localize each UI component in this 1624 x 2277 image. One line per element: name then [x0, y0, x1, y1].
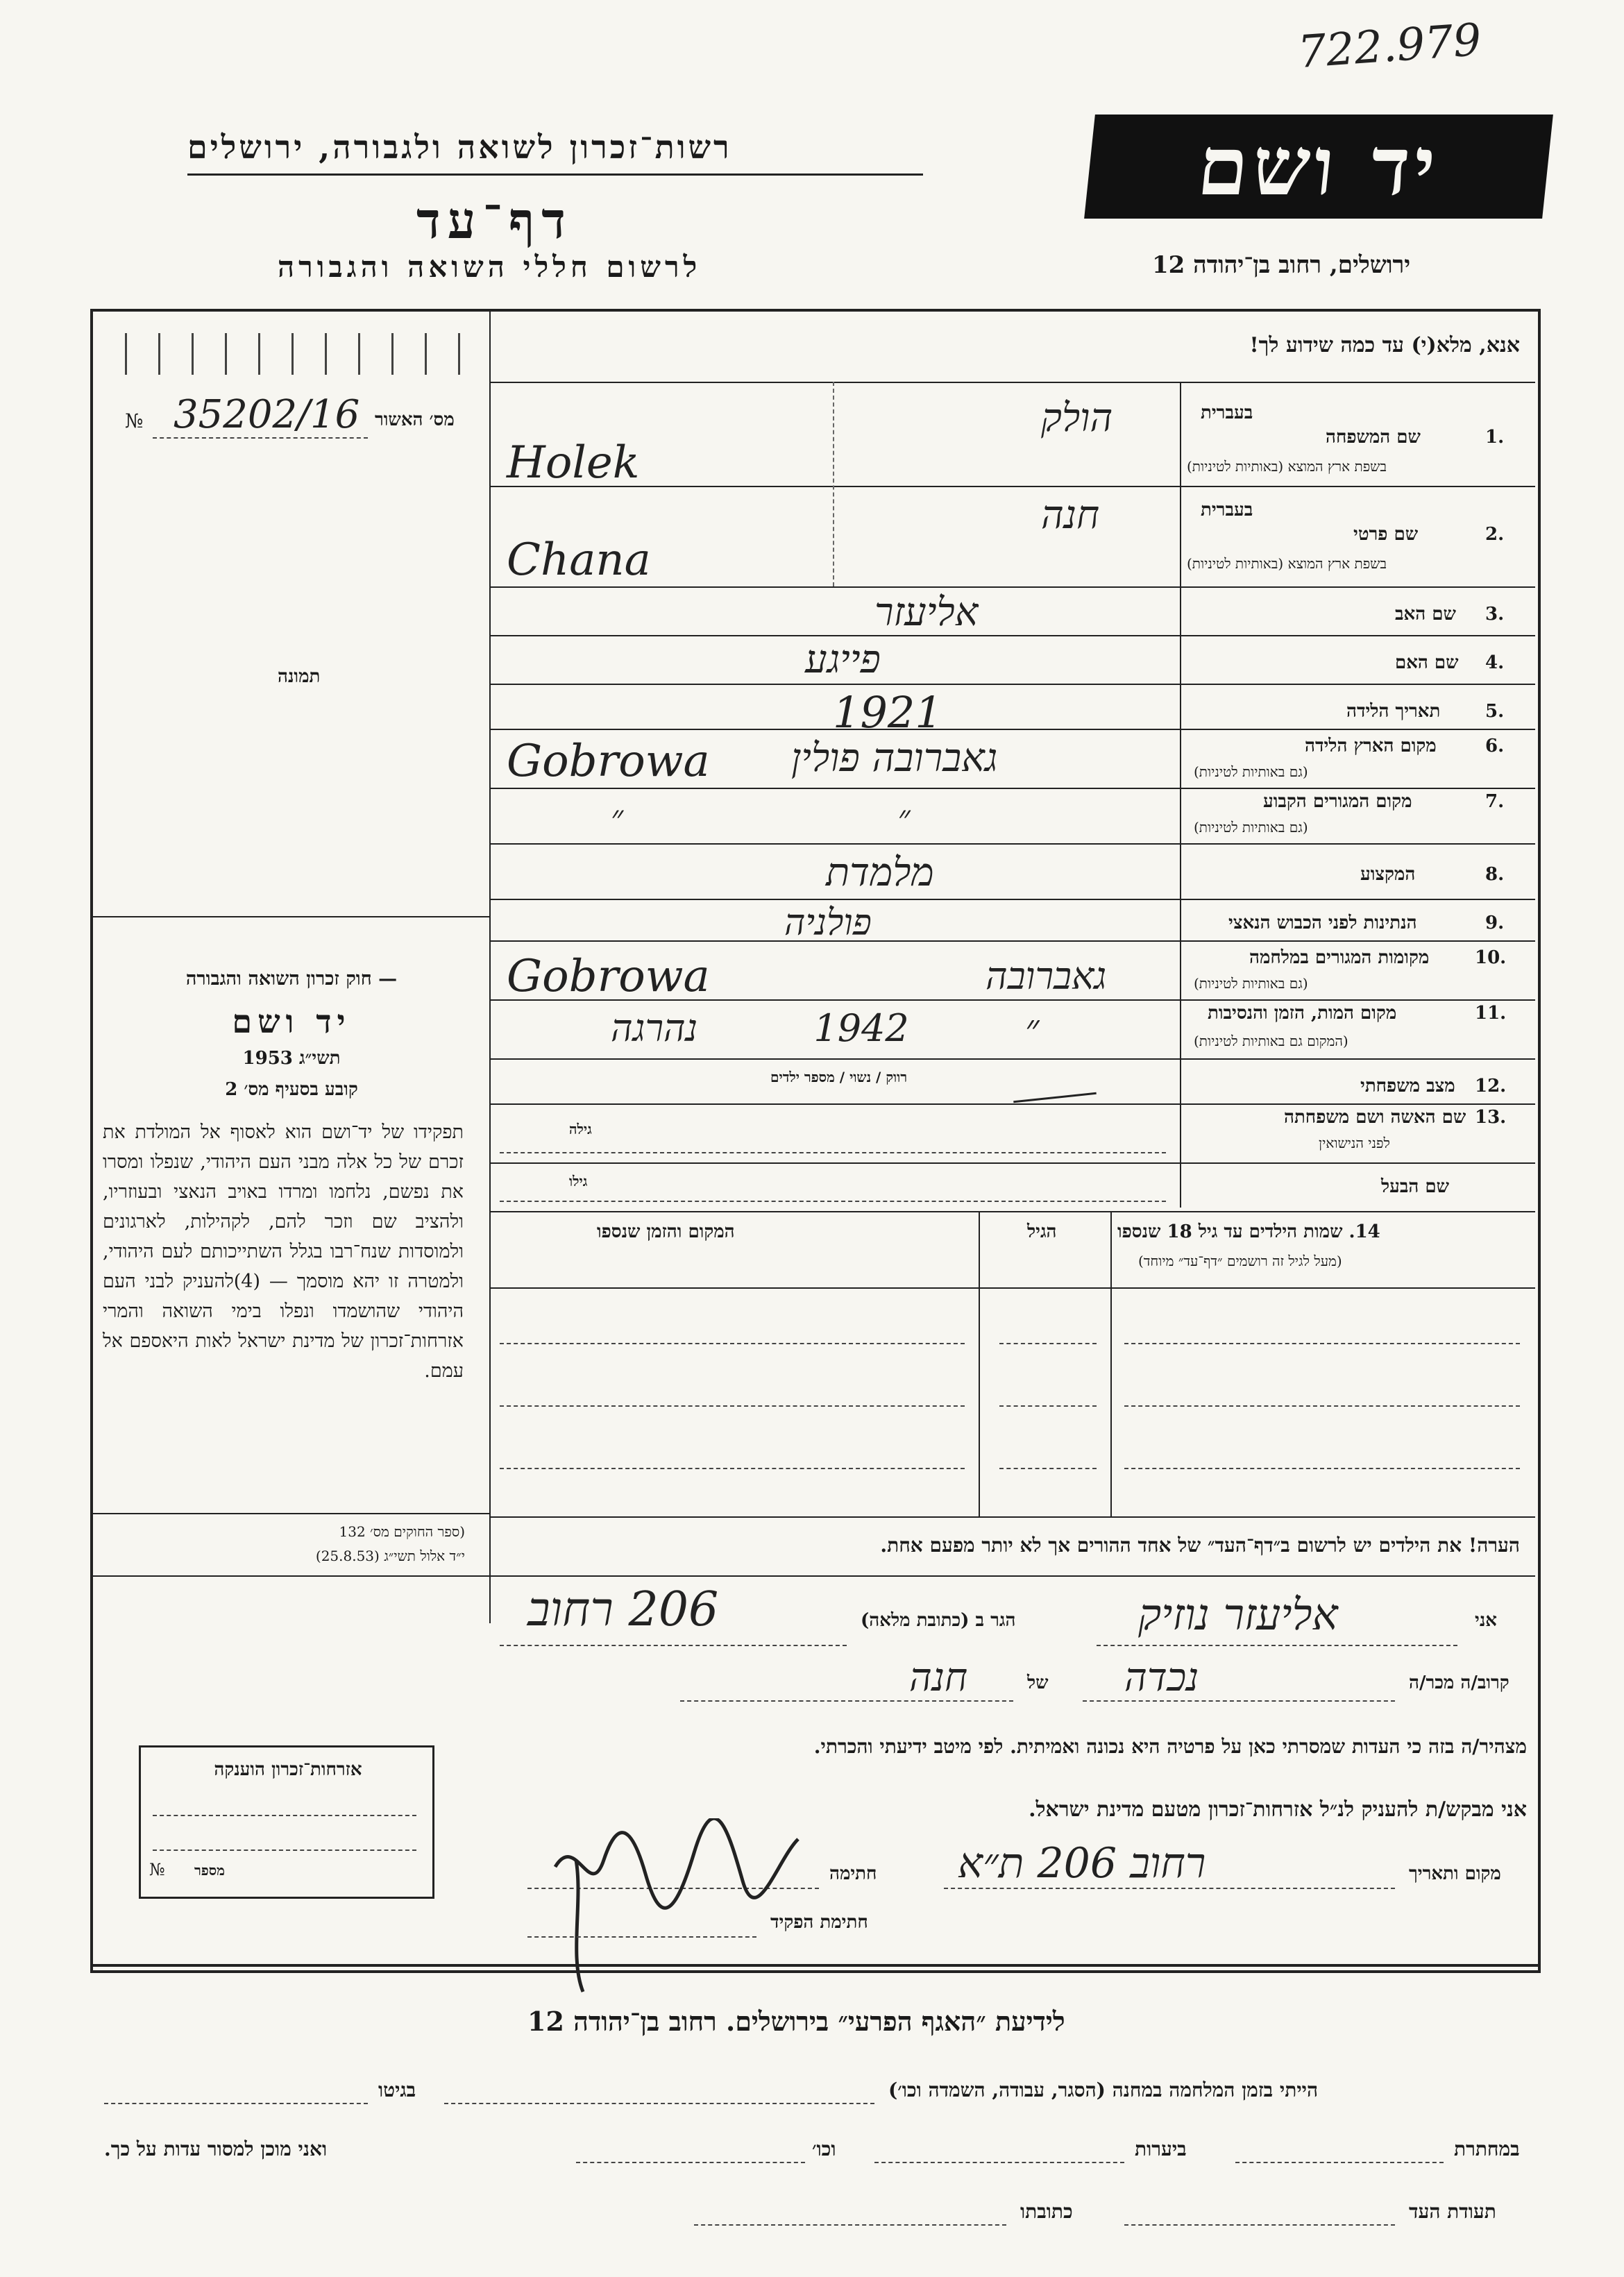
- witness-signature: [534, 1818, 812, 2001]
- witness-declaration: מצהיר/ה בזה כי העדות שמסרתי כאן על פרטיה היא נכונה ואמיתית. לפי מיטב ידיעתי והכרתי.: [813, 1735, 1527, 1758]
- field-1-hebrew-value: הולק: [1041, 396, 1113, 441]
- official-signature-label: חתימת הפקיד: [770, 1912, 868, 1933]
- bottom-line1a: הייתי בזמן המלחמה במחנה (הסגר, עבודה, השמדה וכו׳): [888, 2079, 1319, 2101]
- place-date-label: מקום ותאריך: [1409, 1863, 1501, 1884]
- field-8-label: המקצוע: [1360, 864, 1416, 885]
- bottom-line2d: ואני מוכן למסור עדות על כך.: [104, 2138, 328, 2160]
- field-3-value: אליעזר: [874, 590, 979, 635]
- field-13-value: גילה: [569, 1121, 592, 1137]
- remark-text: הערה! את הילדים יש לרשום ב״דף־העד״ של אחד ההורים אך לא יותר מפעם אחת.: [880, 1534, 1520, 1557]
- field-5-no: 5.: [1485, 701, 1505, 722]
- bottom-line2b: ביערות: [1135, 2138, 1187, 2160]
- field-2-sub: בעברית: [1201, 500, 1253, 520]
- field-13-label: שם האשה ושם משפחתה: [1284, 1107, 1466, 1128]
- field-4-label: שם האם: [1395, 652, 1459, 673]
- field-9-label: הנתינות לפני הכבוש הנאצי: [1228, 913, 1417, 933]
- citizenship-title: אזרחות־זכרון הוענקה: [214, 1759, 362, 1780]
- field-12-label: מצב משפחתי: [1360, 1076, 1455, 1097]
- authority-underline: [187, 173, 923, 176]
- field-11-value: ״ 1942 נהרגה: [611, 1006, 1040, 1050]
- law-name: יד ושם: [232, 1003, 351, 1040]
- citizenship-number-label: מספר: [194, 1862, 225, 1879]
- bottom-line2a: במחתרת: [1454, 2138, 1520, 2160]
- address: ירושלים, רחוב בן־יהודה 12: [1152, 251, 1411, 279]
- field-6-latin-value: Gobrowa: [507, 736, 710, 787]
- field-3-no: 3.: [1485, 604, 1505, 625]
- field-7-no: 7.: [1485, 791, 1505, 812]
- witness-i-label: אני: [1475, 1610, 1497, 1631]
- field-7-value: ״ ״: [611, 798, 911, 837]
- approval-no-sign: №: [125, 409, 144, 432]
- field-2-note: בשפת ארץ המוצא (באותיות לטיניות): [1187, 555, 1387, 572]
- form-title: דף־עד: [416, 191, 573, 250]
- witness-request: אני מבקש/ת להעניק לנ״ל אזרחות־זכרון מטעם מדינת ישראל.: [1029, 1797, 1527, 1822]
- field-1-no: 1.: [1485, 427, 1505, 448]
- field-2-latin-value: Chana: [507, 534, 651, 586]
- archive-number: 722.979: [1296, 14, 1483, 79]
- field-9-value: פולניה: [784, 902, 872, 944]
- field-13-no: 13.: [1475, 1107, 1507, 1128]
- field-1-sub: בעברית: [1201, 403, 1253, 423]
- intro-text: אנא, מלא(י) עד כמה שידוע לך!: [1249, 333, 1520, 357]
- field-10-no: 10.: [1475, 947, 1507, 968]
- bottom-line1b: בגיטו: [378, 2079, 416, 2101]
- children-col-place: המקום והזמן שנספו: [597, 1221, 735, 1242]
- witness-name-value: אליעזר נוזיק: [1138, 1589, 1338, 1640]
- witness-of-label: של: [1027, 1673, 1049, 1693]
- field-husband-label: שם הבעל: [1381, 1176, 1450, 1197]
- witness-relation-value: נכדה: [1124, 1655, 1199, 1700]
- field-7-note: (גם באותיות לטיניות): [1194, 819, 1308, 836]
- field-11-note: (המקום גם באותיות לטיניות): [1194, 1033, 1348, 1049]
- field-3-label: שם האב: [1395, 604, 1456, 625]
- field-4-value: פייגע: [805, 637, 881, 682]
- law-year: תשי״ג 1953: [242, 1048, 341, 1069]
- field-10-value: גאברובה: [986, 954, 1107, 998]
- field-2-hebrew-value: חנה: [1041, 493, 1100, 538]
- photo-label: תמונה: [278, 666, 321, 687]
- field-12-options: רווק / נשוי / מספר ילדים: [770, 1069, 908, 1085]
- field-2-label: שם פרטי: [1353, 524, 1419, 545]
- law-clause: קובע בסעיף מס׳ 2: [225, 1079, 358, 1100]
- field-12-no: 12.: [1475, 1076, 1507, 1097]
- signature-label: חתימה: [829, 1863, 877, 1884]
- bottom-line2c: וכו׳: [812, 2138, 836, 2160]
- field-1-note: בשפת ארץ המוצא (באותיות לטיניות): [1187, 458, 1387, 475]
- law-body: תפקידו של יד־ושם הוא לאסוף אל המולדת את זכרם של כל אלה מבני העם היהודי, שנפלו ומסרו את נפשם, נלחמו ומרדו באויב הנאצי ובעוזריו, ולהציב שם וזכר להם, לקהילות, לארגונים ולמוסדות שנח־רבו בגלל השתייכותם לעם היהודי, ולמטרה זו יהא מוסמך — (4)להעניק לבני העם היהודי שהושמדו ונפלו בימי השואה והמרי אזרחות־זכרון של מדינת ישראל לאות היאספם אל עמם.: [103, 1121, 464, 1382]
- field-5-label: תאריך הלידה: [1346, 701, 1441, 722]
- field-1-latin-value: Holek: [507, 437, 640, 489]
- field-11-label: מקום המות, הזמן והנסיבות: [1208, 1003, 1397, 1024]
- place-date-value: רחוב 206 ת״א: [958, 1839, 1206, 1888]
- law-footnote-1: (ספר החוקים מס׳ 132: [339, 1523, 465, 1540]
- authority-title: רשות־זכרון לשואה ולגבורה, ירושלים: [187, 128, 732, 166]
- field-6-note: (גם באותיות לטיניות): [1194, 763, 1308, 780]
- bottom-line3a: תעודת העד: [1409, 2200, 1496, 2223]
- field-8-no: 8.: [1485, 864, 1505, 885]
- field-10-note: (גם באותיות לטיניות): [1194, 975, 1308, 992]
- field-1-label: שם המשפחה: [1326, 427, 1421, 448]
- field-13-note: לפני הנישואין: [1319, 1135, 1390, 1151]
- logo: יד ושם: [1084, 115, 1553, 219]
- law-footnote-2: י״ד אלול תשי״ג (25.8.53): [315, 1548, 465, 1564]
- approval-label: מס׳ האשור: [375, 409, 455, 430]
- children-col-age: הגיל: [1027, 1221, 1057, 1242]
- field-5-value: 1921: [833, 687, 942, 738]
- field-10-latin-value: Gobrowa: [507, 951, 710, 1002]
- field-6-value: גאברובה פולין: [791, 736, 998, 781]
- tally-marks: [125, 333, 472, 375]
- children-label: 14. שמות הילדים עד גיל 18 שנספו: [1117, 1221, 1380, 1242]
- field-10-label: מקומות המגורים במלחמה: [1249, 947, 1430, 968]
- witness-address-value: 206 רחוב: [527, 1582, 719, 1637]
- witness-resident-label: הגר ב (כתובת מלאה): [861, 1610, 1016, 1631]
- witness-of-value: חנה: [909, 1655, 968, 1700]
- field-2-no: 2.: [1485, 524, 1505, 545]
- children-note: (מעל לגיל זה רושמים ״דף־עד״ מיוחד): [1138, 1253, 1342, 1269]
- field-6-label: מקום הארץ הלידה: [1305, 736, 1437, 756]
- form-subtitle: לרשום חללי השואה והגבורה: [278, 250, 702, 284]
- bottom-heading: לידיעת ״האגף הפרעי״ בירושלים. רחוב בן־יהודה 12: [527, 2006, 1065, 2037]
- citizenship-no-sign: №: [149, 1860, 165, 1879]
- field-11-no: 11.: [1475, 1003, 1507, 1024]
- field-8-value: מלמדת: [826, 850, 934, 895]
- field-7-label: מקום המגורים הקבוע: [1263, 791, 1412, 812]
- field-6-no: 6.: [1485, 736, 1505, 756]
- field-husband-value: גילו: [569, 1173, 588, 1190]
- field-4-no: 4.: [1485, 652, 1505, 673]
- law-heading: — חוק זכרון השואה והגבורה: [185, 968, 398, 990]
- bottom-line3b: כתובתו: [1020, 2200, 1073, 2223]
- witness-relation-label: קרוב/ה מכר/ה: [1409, 1673, 1509, 1693]
- approval-number: 35202/16: [174, 392, 360, 437]
- field-9-no: 9.: [1485, 913, 1505, 933]
